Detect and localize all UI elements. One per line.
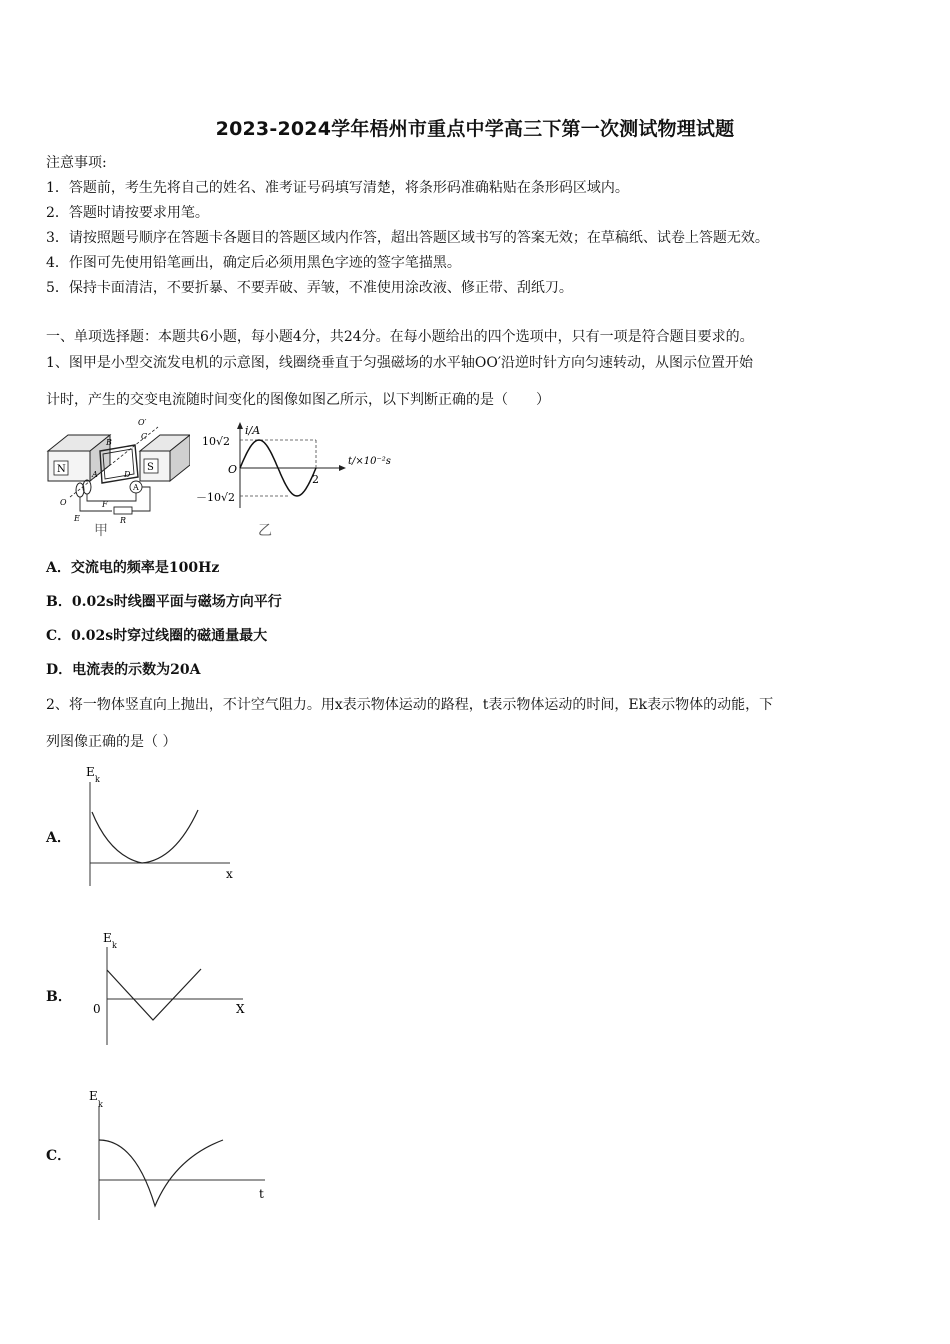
q2-c-y-label: E (89, 1089, 98, 1103)
question-1-text-line2: 计时，产生的交变电流随时间变化的图像如图乙所示，以下判断正确的是（ ） (46, 392, 550, 408)
generator-diagram (40, 415, 190, 540)
q2-b-origin: 0 (93, 1002, 101, 1016)
q2-a-x-label: x (226, 867, 233, 881)
q2-a-y-label: E (86, 765, 95, 779)
question-2-text-line1: 2、将一物体竖直向上抛出，不计空气阻力。用x表示物体运动的路程，t表示物体运动的时间，Ek表示物体的动能，下 (46, 697, 774, 713)
y-tick-top: 10√2 (202, 435, 231, 448)
axis-o-label: O (60, 498, 67, 507)
ek-curve (92, 810, 198, 863)
notice-heading: 注意事项: (46, 155, 107, 171)
q2-b-x-label: X (236, 1002, 245, 1016)
coil-b-label: B (106, 438, 112, 447)
graph-y-axis-label: i/A (245, 424, 261, 437)
q1-option-a[interactable]: A．交流电的频率是100Hz (46, 560, 220, 576)
notice-item: 5．保持卡面清洁，不要折暴、不要弄破、弄皱，不准使用涂改液、修正带、刮纸刀。 (46, 280, 573, 296)
page-title: 2023-2024学年梧州市重点中学高三下第一次测试物理试题 (215, 118, 735, 140)
q2-b-y-sub: k (112, 941, 117, 950)
resistor-r-label: R (120, 516, 127, 525)
coil-a-label: A (92, 470, 98, 479)
q2-option-b-label[interactable]: B． (46, 989, 72, 1005)
q2-option-a-graph[interactable] (80, 760, 250, 890)
brush-f-label: F (102, 500, 108, 509)
graph-x-axis-label: t/×10⁻²s (348, 456, 391, 467)
q2-c-y-sub: k (98, 1100, 103, 1109)
q1-option-d[interactable]: D．电流表的示数为20A (46, 662, 201, 678)
axis-o-prime-label: O′ (138, 418, 147, 427)
coil-c-label: C (141, 432, 148, 441)
brush-e-label: E (74, 514, 80, 523)
notice-item: 2．答题时请按要求用笔。 (46, 205, 209, 221)
q2-b-y-label: E (103, 931, 112, 945)
notice-item: 3．请按照题号顺序在答题卡各题目的答题区域内作答，超出答题区域书写的答案无效；在草稿纸、试卷上答题无效。 (46, 230, 769, 246)
notice-item: 1．答题前，考生先将自己的姓名、准考证号码填写清楚，将条形码准确粘贴在条形码区域内。 (46, 180, 629, 196)
q2-option-c-label[interactable]: C． (46, 1148, 72, 1164)
q2-option-b-graph[interactable] (85, 925, 260, 1050)
ek-curve (99, 1140, 223, 1206)
coil-d-label: D (124, 470, 131, 479)
figure-jia-caption: 甲 (94, 523, 108, 539)
question-2-text-line2: 列图像正确的是（ ） (46, 734, 177, 750)
figure-yi-caption: 乙 (258, 523, 272, 539)
y-tick-bottom: －10√2 (196, 491, 236, 504)
q2-option-a-label[interactable]: A． (46, 830, 71, 846)
magnet-n-label: N (57, 464, 66, 475)
section-heading: 一、单项选择题：本题共6小题，每小题4分，共24分。在每小题给出的四个选项中，只有一项是符合题目要求的。 (46, 329, 754, 345)
q2-c-x-label: t (259, 1187, 264, 1201)
x-tick-2: 2 (312, 473, 319, 486)
ek-curve (107, 969, 201, 1020)
notice-item: 4．作图可先使用铅笔画出，确定后必须用黑色字迹的签字笔描黑。 (46, 255, 461, 271)
question-1-text-line1: 1、图甲是小型交流发电机的示意图，线圈绕垂直于匀强磁场的水平轴OO′沿逆时针方向匀速转动，从图示位置开始 (46, 355, 754, 371)
current-time-graph (190, 420, 410, 520)
q2-a-y-sub: k (95, 775, 100, 784)
q1-option-b[interactable]: B．0.02s时线圈平面与磁场方向平行 (46, 594, 282, 610)
q2-option-c-graph[interactable] (85, 1080, 275, 1225)
q1-option-c[interactable]: C．0.02s时穿过线圈的磁通量最大 (46, 628, 268, 644)
ammeter-label: A (133, 483, 139, 492)
graph-origin-label: O (228, 463, 238, 476)
magnet-s-label: S (147, 462, 154, 473)
